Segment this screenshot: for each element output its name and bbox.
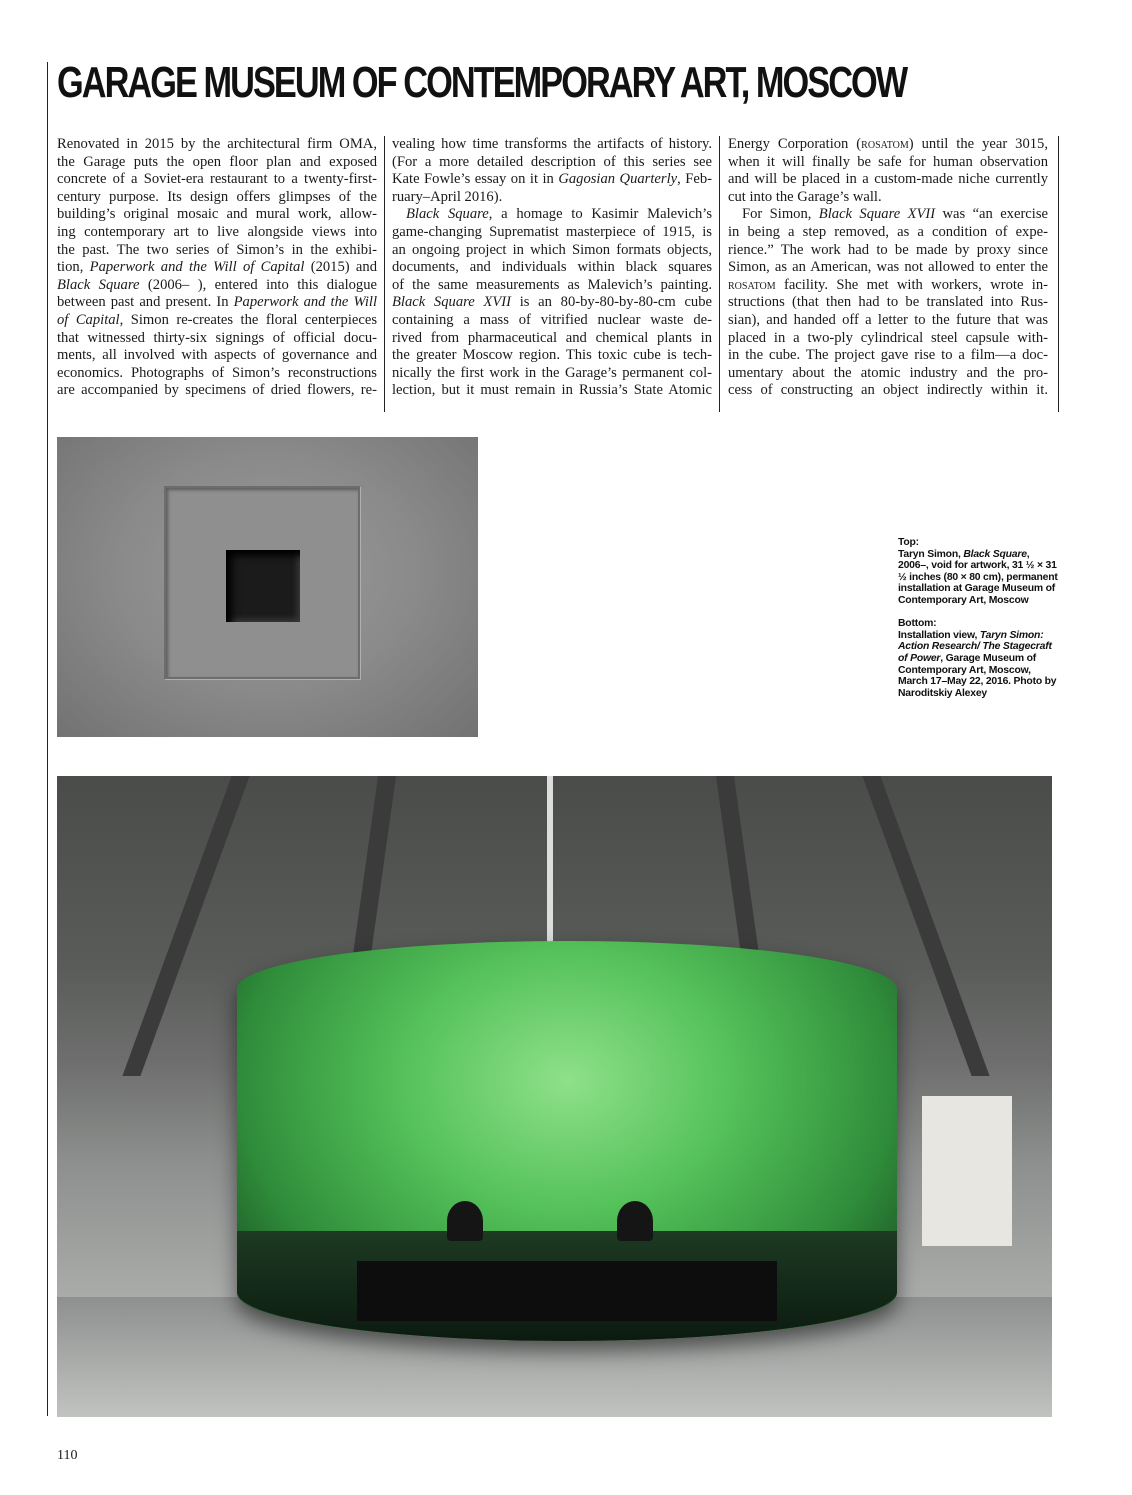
text-line [57, 259, 377, 277]
text-line [392, 259, 712, 277]
text-run: Installation view, [898, 629, 980, 641]
ceiling-beam [122, 776, 249, 1076]
green-cylinder-set [237, 941, 897, 1341]
page-number: 110 [57, 1448, 78, 1463]
installation-view-photo [57, 776, 1052, 1417]
text-line [392, 382, 712, 400]
text-line [392, 171, 712, 189]
text-run: facility. She met with workers, wrote in- [775, 276, 1048, 293]
text-run: concrete of a Soviet-era restaurant to a twenty-first- [57, 171, 377, 188]
text-run: , 2006–, void for artwork, 31 ½ × 31 ½ inches (80 × 80 cm), permanent installation at Garage Museum of Contemporary Art, Moscow [898, 548, 1058, 606]
text-line [57, 382, 377, 400]
text-run: in being a step removed, as a condition of expe- [728, 223, 1048, 240]
italic-text: Black Square [963, 548, 1027, 560]
caption-bottom-text [898, 630, 1056, 699]
text-line [392, 224, 712, 242]
text-run: placed in a two-ply cylindrical steel capsule with- [728, 329, 1048, 346]
text-run: nically the first work in the Garage’s permanent col- [392, 364, 712, 381]
text-line [392, 277, 712, 295]
text-run: Renovated in 2015 by the architectural firm OMA, [57, 136, 377, 152]
text-run: economics. Photographs of Simon’s reconstructions [57, 364, 377, 381]
text-run: the Garage puts the open floor plan and exposed [57, 153, 377, 170]
text-run: of the same measurements as Malevich’s painting. [392, 276, 712, 293]
text-run: For Simon, [742, 206, 819, 223]
text-line [392, 154, 712, 172]
text-run: in the cube. The project gave rise to a film—a doc- [728, 347, 1048, 364]
text-run: game-changing Suprematist masterpiece of 1915, is [392, 223, 712, 240]
text-run: the greater Moscow region. This toxic cube is tech- [392, 347, 712, 364]
text-line [57, 242, 377, 260]
text-run: Kate Fowle’s essay on it in [392, 171, 559, 188]
text-column-3 [728, 136, 1048, 400]
text-line [728, 242, 1048, 260]
text-run: an ongoing project in which Simon formats objects, [392, 241, 712, 258]
text-line [728, 347, 1048, 365]
text-run: documents, and individuals within black squares [392, 259, 712, 276]
small-caps-text: rosatom [861, 136, 909, 152]
text-line [57, 224, 377, 242]
text-line [392, 365, 712, 383]
text-run: , a homage to Kasimir Malevich’s [488, 206, 712, 223]
text-run: between past and present. In [57, 294, 234, 311]
text-line [57, 365, 377, 383]
text-line [392, 330, 712, 348]
text-line [57, 154, 377, 172]
text-line [728, 189, 1048, 207]
text-run: (For a more detailed description of this series see [392, 153, 712, 170]
text-run: was “an exercise [935, 206, 1048, 223]
text-run: that witnessed thirty-six signings of official docu- [57, 329, 377, 346]
text-run: , Garage Museum of Contemporary Art, Moscow, March 17–May 22, 2016. Photo by Naroditskiy Alexey [898, 652, 1057, 699]
text-line [57, 206, 377, 224]
italic-text: Taryn Simon: Action Research/ The Stagecraft of Power [898, 629, 1052, 664]
text-run: ing contemporary art to live alongside views into [57, 223, 377, 240]
text-line [57, 136, 377, 154]
text-run: century purpose. Its design offers glimpses of the [57, 188, 377, 205]
page-title: GARAGE MUSEUM OF CONTEMPORARY ART, MOSCOW [57, 58, 907, 107]
text-run: vealing how time transforms the artifacts of history. [392, 136, 712, 152]
italic-text: Paperwork and the Will of Capital [89, 259, 305, 276]
italic-text: Paperwork and the Will [233, 294, 377, 311]
text-run: sian), and handed off a letter to the future that was [728, 311, 1048, 328]
text-line [392, 242, 712, 260]
text-line [57, 171, 377, 189]
text-line [728, 206, 1048, 224]
text-run: is an 80-by-80-by-80-cm cube [511, 294, 712, 311]
text-run: (2006– ), entered into this dialogue [139, 276, 377, 293]
text-run: ments, all involved with aspects of governance and [57, 347, 377, 364]
text-run: ) until the year 3015, [908, 136, 1048, 152]
wall-artwork [922, 1096, 1012, 1246]
italic-text: Gagosian Quarterly [558, 171, 678, 188]
text-line [728, 154, 1048, 172]
black-square-void-photo [57, 437, 478, 737]
text-line [728, 294, 1048, 312]
column-rule [1058, 136, 1059, 412]
text-run: cut into the Garage’s wall. [728, 188, 882, 205]
text-line [728, 312, 1048, 330]
caption-top-text [898, 549, 1058, 606]
text-run: containing a mass of vitrified nuclear waste de- [392, 311, 712, 328]
text-run: Energy Corporation ( [728, 136, 862, 152]
caption-top-label: Top: [898, 537, 919, 548]
text-line [57, 294, 377, 312]
text-run: and will be placed in a custom-made niche currently [728, 171, 1048, 188]
text-run: lection, but it must remain in Russia’s State Atomic [392, 382, 712, 399]
text-line [728, 224, 1048, 242]
chair [447, 1201, 483, 1241]
recessed-frame [164, 486, 360, 679]
italic-text: Black Square XVII [392, 294, 511, 311]
left-margin-rule [47, 62, 48, 1416]
text-run: , Feb- [677, 171, 712, 188]
text-column-2 [392, 136, 712, 400]
text-line [392, 347, 712, 365]
text-run: , Simon re-creates the floral centerpieces [119, 311, 377, 328]
text-line [728, 382, 1048, 400]
column-rule [719, 136, 720, 412]
text-run: umentary about the atomic industry and the pro- [728, 364, 1048, 381]
text-line [728, 136, 1048, 154]
text-line [728, 330, 1048, 348]
text-line [57, 189, 377, 207]
text-line [392, 294, 712, 312]
chair [617, 1201, 653, 1241]
column-rule [384, 136, 385, 412]
text-line [392, 136, 712, 154]
text-run: (2015) and [304, 259, 377, 276]
italic-text: Black Square XVII [818, 206, 936, 223]
stools [357, 1261, 777, 1321]
text-line [57, 312, 377, 330]
text-line [392, 189, 712, 207]
text-run: ruary–April 2016). [392, 188, 503, 205]
text-line [728, 365, 1048, 383]
italic-text: Black Square [57, 276, 140, 293]
text-run: building’s original mosaic and mural work, allow- [57, 206, 377, 223]
italic-text: of Capital [57, 311, 120, 328]
photo-caption [898, 537, 1058, 711]
text-line [392, 312, 712, 330]
text-line [392, 206, 712, 224]
text-run: the past. The two series of Simon’s in the exhibi- [57, 241, 377, 258]
text-run: Simon, as an American, was not allowed to enter the [728, 259, 1048, 276]
text-line [57, 277, 377, 295]
text-line [57, 347, 377, 365]
text-run: structions (that then had to be translated into Rus- [728, 294, 1048, 311]
text-column-1 [57, 136, 377, 400]
text-line [728, 171, 1048, 189]
text-run: Taryn Simon, [898, 548, 964, 560]
italic-text: Black Square [406, 206, 489, 223]
text-run: when it will finally be safe for human observation [728, 153, 1048, 170]
text-line [728, 277, 1048, 295]
text-run: rience.” The work had to be made by proxy since [728, 241, 1048, 258]
text-run: rived from pharmaceutical and chemical plants in [392, 329, 712, 346]
caption-bottom-label: Bottom: [898, 618, 937, 630]
void-niche [226, 550, 300, 622]
text-run: tion, [57, 259, 90, 276]
text-line [728, 259, 1048, 277]
text-run: are accompanied by specimens of dried flowers, re- [57, 382, 377, 399]
text-line [57, 330, 377, 348]
small-caps-text: rosatom [728, 276, 776, 293]
text-run: cess of constructing an object indirectly within it. [728, 382, 1048, 399]
